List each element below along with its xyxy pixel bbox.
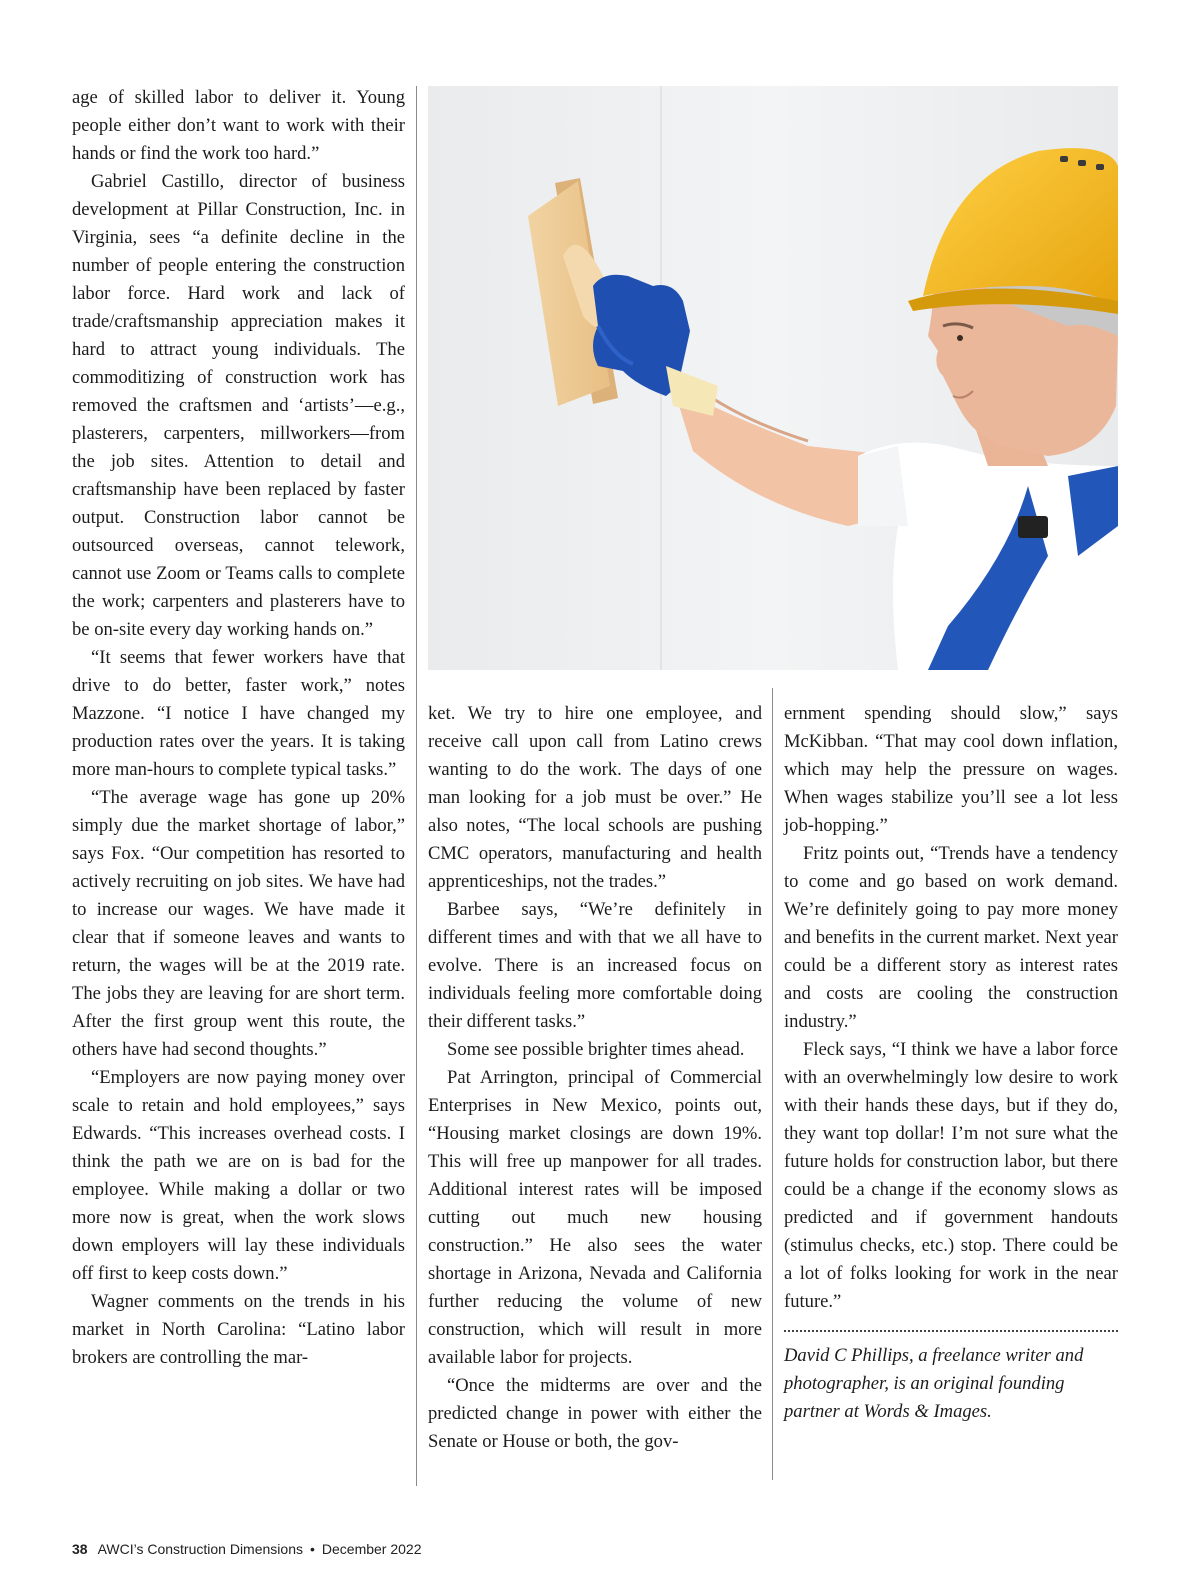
paragraph: “Employers are now paying money over scale to retain and hold employees,” says Edwards. “This increases overhead costs. I think the path we are on is bad for the employee. While making a dollar or two more now is great, when the work slows down employers will lay these individuals off first to keep costs down.” (72, 1067, 405, 1284)
paragraph: “The average wage has gone up 20% simply due the market shortage of labor,” says Fox. “Our competition has resorted to actively recruiting on job sites. We have had to increase our wages. We have made it clear that if someone leaves and wants to return, the wages will be at the 2019 rate. The jobs they are leaving for are short term. After the first group went this route, the others have had second thoughts.” (72, 787, 405, 1060)
paragraph: Some see possible brighter times ahead. (447, 1039, 745, 1060)
paragraph: Gabriel Castillo, director of business development at Pillar Construction, Inc. in Virginia, sees “a definite decline in the number of people entering the construction labor force. Hard work and lack of trade/craftsmanship appreciation makes it hard to attract young individuals. The commoditizing of construction work has removed the craftsmen and ‘artists’—e.g., plasterers, carpenters, millworkers—from the job sites. Attention to detail and craftsmanship have been replaced by faster output. Construction labor cannot be outsourced overseas, cannot telework, cannot use Zoom or Teams calls to complete the work; carpenters and plasterers have to be on-site every day working hands on.” (72, 171, 405, 640)
column-divider (772, 688, 773, 1480)
paragraph: Fleck says, “I think we have a labor force with an overwhelmingly low desire to work with their hands these days, but if they do, they want top dollar! I’m not sure what the future holds for construction labor, but there could be a change if the economy slows as predicted and if government handouts (stimulus checks, etc.) stop. There could be a lot of folks looking for work in the near future.” (784, 1039, 1118, 1312)
dotted-divider (784, 1330, 1118, 1332)
footer-separator: • (309, 1541, 315, 1557)
paragraph: “It seems that fewer workers have that drive to do better, faster work,” notes Mazzone. “I notice I have changed my production rates over the years. It is taking more man-hours to complete typical tasks.” (72, 647, 405, 780)
paragraph: Pat Arrington, principal of Commercial Enterprises in New Mexico, points out, “Housing market closings are down 19%. This will free up manpower for all trades. Additional interest rates will be imposed cutting out much new housing construction.” He also sees the water shortage in Arizona, Nevada and California further reducing the volume of new construction, which will result in more available labor for projects. (428, 1067, 762, 1368)
page-footer (72, 1541, 422, 1557)
paragraph: Wagner comments on the trends in his market in North Carolina: “Latino labor brokers are controlling the mar- (72, 1291, 405, 1368)
paragraph: age of skilled labor to deliver it. Young people either don’t want to work with their hands or find the work too hard.” (72, 87, 405, 164)
paragraph: “Once the midterms are over and the predicted change in power with either the Senate or House or both, the gov- (428, 1375, 762, 1452)
author-bio: David C Phillips, a freelance writer and photographer, is an original founding partner at Words & Images. (784, 1345, 1084, 1422)
publication-name: AWCI’s Construction Dimensions (97, 1541, 303, 1557)
page-number: 38 (72, 1541, 88, 1557)
issue-date: December 2022 (321, 1541, 422, 1557)
paragraph: Fritz points out, “Trends have a tendency to come and go based on work demand. We’re definitely going to pay more money and benefits in the current market. Next year could be a different story as interest rates and costs are cooling the construction industry.” (784, 843, 1118, 1032)
article-column-1 (72, 84, 405, 1372)
paragraph: ernment spending should slow,” says McKibban. “That may cool down inflation, which may help the pressure on wages. When wages stabilize you’ll see a lot less job-hopping.” (784, 703, 1118, 836)
paragraph: ket. We try to hire one employee, and receive call upon call from Latino crews wanting to do the work. The days of one man looking for a job must be over.” He also notes, “The local schools are pushing CMC operators, manufacturing and health apprenticeships, not the trades.” (428, 703, 762, 892)
article-column-2 (428, 700, 762, 1456)
paragraph: Barbee says, “We’re definitely in different times and with that we all have to evolve. There is an increased focus on individuals feeling more comfortable doing their different tasks.” (428, 899, 762, 1032)
column-divider (416, 86, 417, 1486)
article-column-3 (784, 700, 1118, 1426)
worker-plastering-photo (428, 86, 1118, 670)
